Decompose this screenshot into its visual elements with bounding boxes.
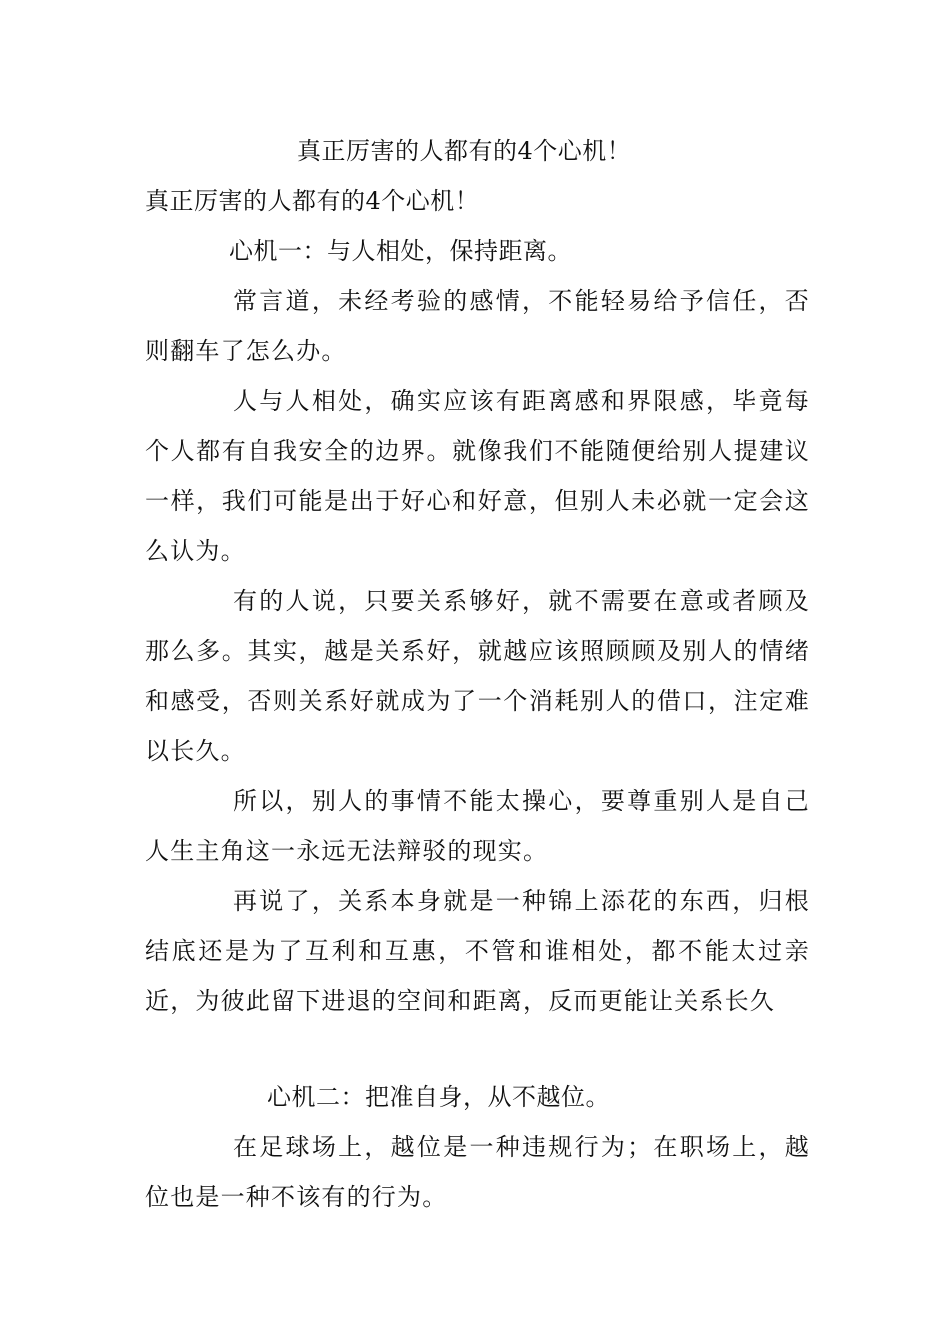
- paragraph-1: 常言道，未经考验的感情，不能轻易给予信任，否则翻车了怎么办。: [145, 287, 810, 365]
- paragraph-2: 人与人相处，确实应该有距离感和界限感，毕竟每个人都有自我安全的边界。就像我们不能随便给别人提建议一样，我们可能是出于好心和好意，但别人未必就一定会这么认为。: [145, 387, 810, 565]
- section-heading-2: 心机二：把准自身，从不越位。: [267, 1083, 610, 1111]
- document-title: 真正厉害的人都有的4个心机！: [297, 137, 632, 165]
- paragraph-5: 再说了，关系本身就是一种锦上添花的东西，归根结底还是为了互利和互惠，不管和谁相处，都不能太过亲近，为彼此留下进退的空间和距离，反而更能让关系长久: [145, 887, 810, 1015]
- paragraph-3: 有的人说，只要关系够好，就不需要在意或者顾及那么多。其实，越是关系好，就越应该照顾顾及别人的情绪和感受，否则关系好就成为了一个消耗别人的借口，注定难以长久。: [145, 587, 810, 765]
- document-title-repeat: 真正厉害的人都有的4个心机！: [145, 187, 480, 215]
- paragraph-6: 在足球场上，越位是一种违规行为；在职场上，越位也是一种不该有的行为。: [145, 1133, 810, 1211]
- paragraph-4: 所以，别人的事情不能太操心，要尊重别人是自己人生主角这一永远无法辩驳的现实。: [145, 787, 810, 865]
- section-heading-1: 心机一：与人相处，保持距离。: [229, 237, 572, 265]
